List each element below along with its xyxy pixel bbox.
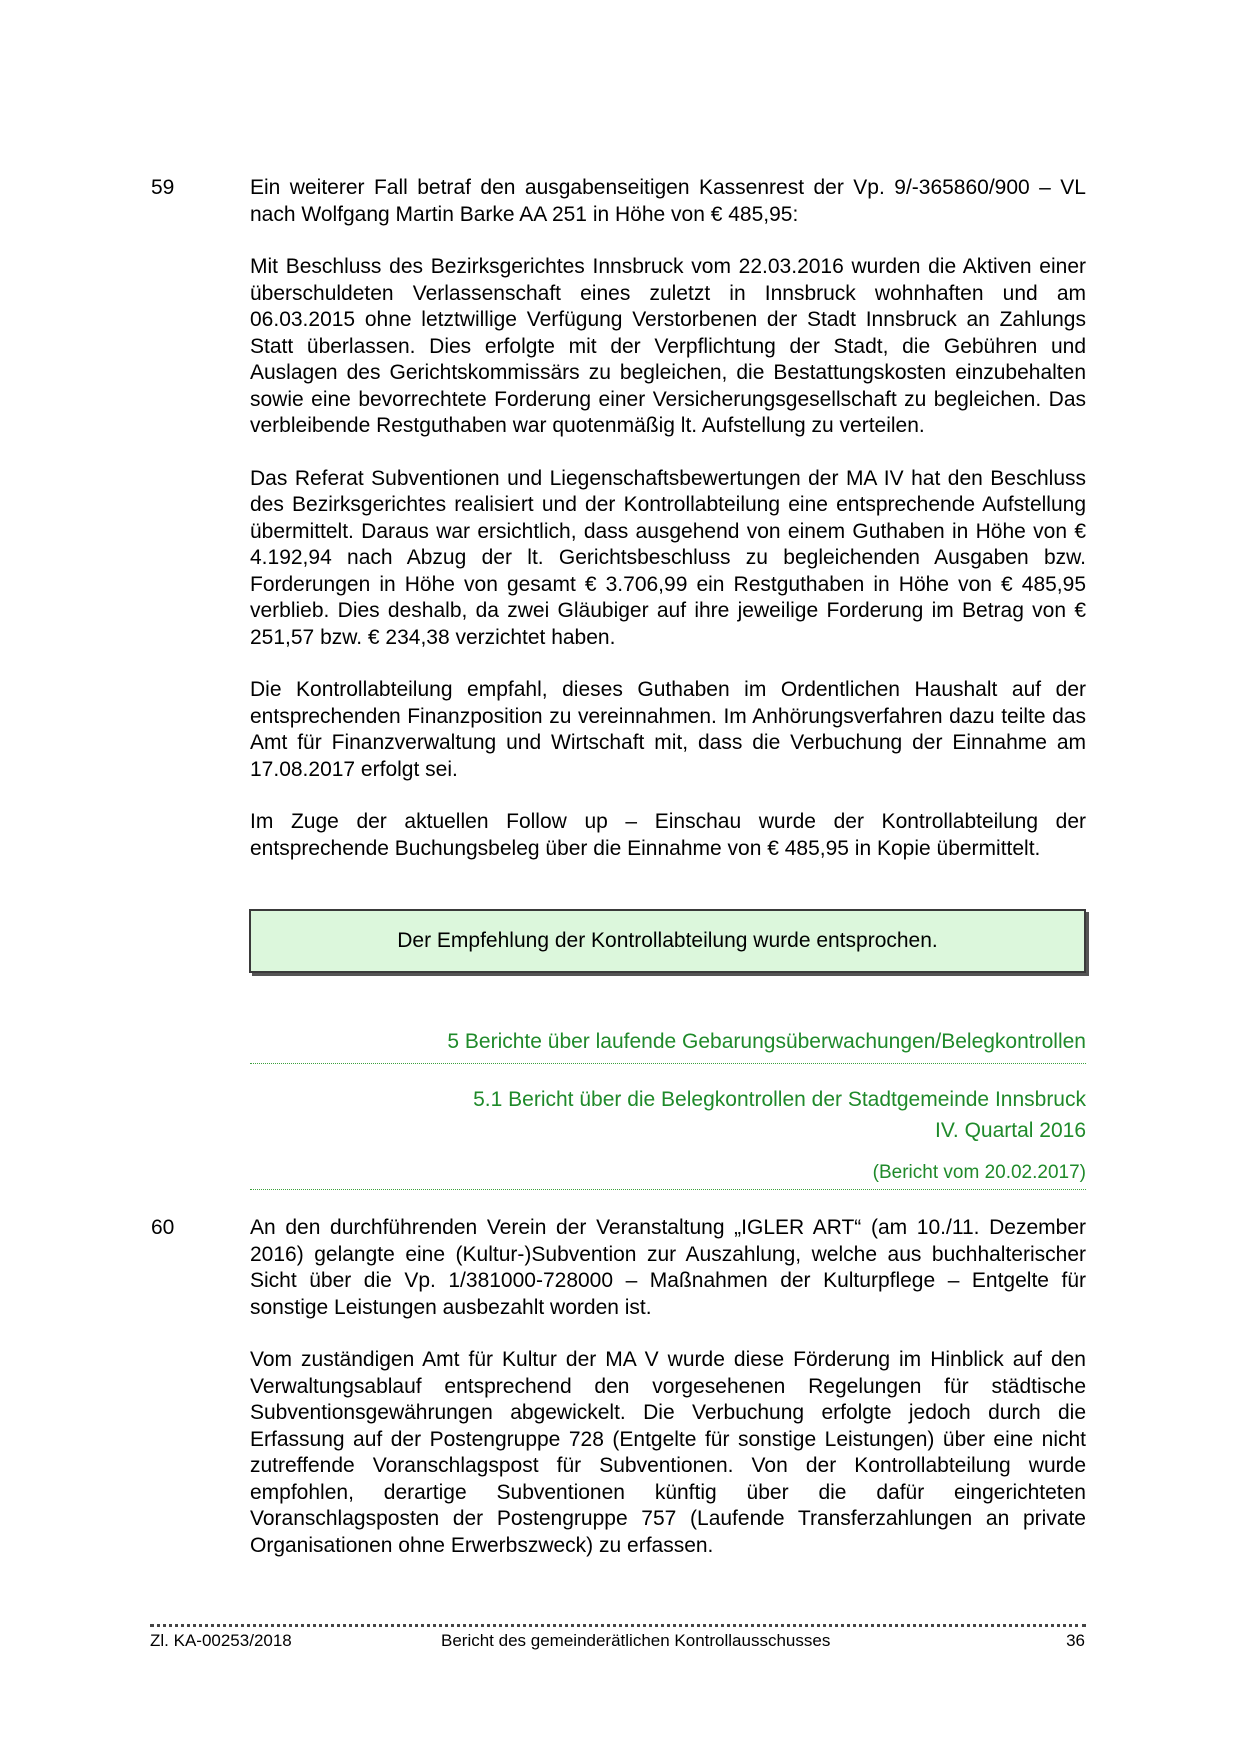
section-59-paragraph: Die Kontrollabteilung empfahl, dieses Guthaben im Ordentlichen Haushalt auf der entsprechenden Finanzposition zu vereinnahmen. Im Anhörungsverfahren dazu teilte das Amt für Finanzverwaltung und Wirtschaft mit, dass die Verbuchung der Einnahme am 17.08.2017 erfolgt sei. (250, 678, 1086, 781)
recommendation-callout-text: Der Empfehlung der Kontrollabteilung wurde entsprochen. (397, 929, 938, 952)
report-date: (Bericht vom 20.02.2017) (872, 1162, 1086, 1183)
subchapter-heading (473, 1084, 1086, 1146)
recommendation-callout-box (249, 909, 1086, 973)
section-59-paragraph: Mit Beschluss des Bezirksgerichtes Innsbruck vom 22.03.2016 wurden die Aktiven einer überschuldeten Verlassenschaft eines zuletzt in Innsbruck wohnhaften und am 06.03.2015 ohne letztwillige Verfügung Verstorbenen der Stadt Innsbruck an Zahlungs Statt überlassen. Dies erfolgte mit der Verpflichtung der Stadt, die Gebühren und Auslagen des Gerichtskommissärs zu begleichen, die Bestattungskosten einzubehalten sowie eine bevorrechtete Forderung einer Versicherungsgesellschaft zu begleichen. Das verbleibende Restguthaben war quotenmäßig lt. Aufstellung zu verteilen. (250, 255, 1086, 437)
section-59-body (250, 175, 1086, 862)
section-60-body (250, 1215, 1086, 1559)
paragraph-number-59: 59 (151, 176, 175, 199)
section-59-paragraph: Ein weiterer Fall betraf den ausgabenseitigen Kassenrest der Vp. 9/-365860/900 – VL nach Wolfgang Martin Barke AA 251 in Höhe von € 485,95: (250, 176, 1086, 226)
chapter-heading: 5 Berichte über laufende Gebarungsüberwachungen/Belegkontrollen (447, 1030, 1086, 1053)
section-59-paragraph: Im Zuge der aktuellen Follow up – Einschau wurde der Kontrollabteilung der entsprechende Buchungsbeleg über die Einnahme von € 485,95 in Kopie übermittelt. (250, 810, 1086, 860)
subheading-separator (250, 1189, 1086, 1190)
section-59-paragraph: Das Referat Subventionen und Liegenschaftsbewertungen der MA IV hat den Beschluss des Bezirksgerichtes realisiert und der Kontrollabteilung eine entsprechende Aufstellung übermittelt. Daraus war ersichtlich, dass ausgehend von einem Guthaben in Höhe von € 4.192,94 nach Abzug der lt. Gerichtsbeschluss zu begleichenden Ausgaben bzw. Forderungen in Höhe von gesamt € 3.706,99 ein Restguthaben in Höhe von € 485,95 verblieb. Dies deshalb, da zwei Gläubiger auf ihre jeweilige Forderung im Betrag von € 251,57 bzw. € 234,38 verzichtet haben. (250, 466, 1086, 649)
subchapter-heading-line2: IV. Quartal 2016 (935, 1119, 1086, 1142)
footer-separator (150, 1624, 1086, 1627)
section-60-paragraph: An den durchführenden Verein der Veranstaltung „IGLER ART“ (am 10./11. Dezember 2016) gelangte eine (Kultur-)Subvention zur Auszahlung, welche aus buchhalterischer Sicht über die Vp. 1/381000-728000 – Maßnahmen der Kulturpflege – Entgelte für sonstige Leistungen ausbezahlt worden ist. (250, 1216, 1086, 1319)
heading-separator (250, 1063, 1086, 1064)
footer-reference: Zl. KA-00253/2018 (150, 1631, 292, 1650)
subchapter-heading-line1: 5.1 Bericht über die Belegkontrollen der Stadtgemeinde Innsbruck (473, 1088, 1086, 1111)
footer-page-number: 36 (1066, 1631, 1085, 1650)
footer-title: Bericht des gemeinderätlichen Kontrollausschusses (441, 1631, 831, 1650)
paragraph-number-60: 60 (151, 1216, 175, 1239)
section-60-paragraph: Vom zuständigen Amt für Kultur der MA V wurde diese Förderung im Hinblick auf den Verwaltungsablauf entsprechend den vorgesehenen Regelungen für städtische Subventionsgewährungen abgewickelt. Die Verbuchung erfolgte jedoch durch die Erfassung auf der Postengruppe 728 (Entgelte für sonstige Leistungen) über eine nicht zutreffende Voranschlagspost für Subventionen. Von der Kontrollabteilung wurde empfohlen, derartige Subventionen künftig über die dafür eingerichteten Voranschlagsposten der Postengruppe 757 (Laufende Transferzahlungen an private Organisationen ohne Erwerbszweck) zu erfassen. (250, 1348, 1086, 1557)
